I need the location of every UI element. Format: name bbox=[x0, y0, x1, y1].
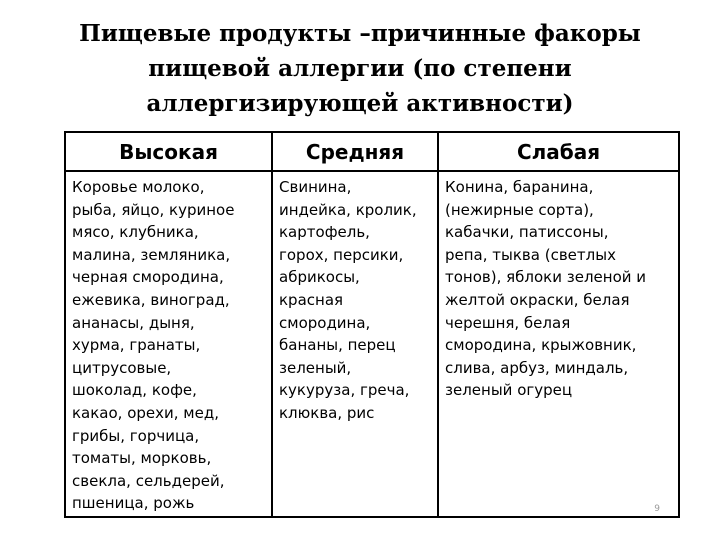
cell-line: репа, тыква (светлых bbox=[445, 245, 616, 264]
cell-line: мясо, клубника, bbox=[72, 223, 199, 242]
title-line: пищевой аллергии (по степени bbox=[148, 55, 572, 82]
cell-line: смородина, bbox=[279, 313, 371, 332]
cell-line: желтой окраски, белая bbox=[445, 290, 630, 309]
cell-line: горох, персики, bbox=[279, 245, 404, 264]
cell-line: рыба, яйцо, куриное bbox=[72, 200, 235, 219]
cell-line: томаты, морковь, bbox=[72, 449, 212, 468]
table-header-row bbox=[65, 132, 679, 171]
cell-line: Конина, баранина, bbox=[445, 178, 594, 196]
cell-line: (нежирные сорта), bbox=[445, 200, 594, 219]
cell-line: хурма, гранаты, bbox=[72, 336, 201, 355]
cell-line: бананы, перец bbox=[279, 336, 396, 355]
cell-line: шоколад, кофе, bbox=[72, 381, 197, 400]
cell-high-products bbox=[65, 171, 272, 517]
cell-line: абрикосы, bbox=[279, 268, 360, 287]
table-row bbox=[65, 171, 679, 517]
cell-line: зеленый огурец bbox=[445, 381, 573, 400]
page-number: 9 bbox=[654, 504, 660, 514]
title-line: Пищевые продукты –причинные факоры bbox=[79, 20, 641, 47]
cell-line: ананасы, дыня, bbox=[72, 313, 195, 332]
cell-line: какао, орехи, мед, bbox=[72, 403, 219, 422]
title-line: аллергизирующей активности) bbox=[146, 90, 574, 117]
cell-line: ежевика, виноград, bbox=[72, 290, 230, 309]
cell-line: кукуруза, греча, bbox=[279, 381, 410, 400]
allergen-table bbox=[64, 131, 680, 518]
cell-line: зеленый, bbox=[279, 358, 352, 377]
cell-line: Свинина, bbox=[279, 178, 352, 196]
cell-line: кабачки, патиссоны, bbox=[445, 223, 609, 242]
header-low: Слабая bbox=[438, 132, 679, 171]
cell-line: индейка, кролик, bbox=[279, 200, 417, 219]
cell-line: черешня, белая bbox=[445, 313, 571, 332]
cell-line: грибы, горчица, bbox=[72, 426, 200, 445]
cell-line: тонов), яблоки зеленой и bbox=[445, 268, 647, 287]
cell-line: свекла, сельдерей, bbox=[72, 471, 225, 490]
cell-line: клюква, рис bbox=[279, 403, 375, 422]
slide-title bbox=[40, 16, 680, 121]
cell-low-products bbox=[438, 171, 679, 517]
cell-line: смородина, крыжовник, bbox=[445, 336, 637, 355]
cell-medium-products bbox=[272, 171, 438, 517]
header-high: Высокая bbox=[65, 132, 272, 171]
cell-line: слива, арбуз, миндаль, bbox=[445, 358, 629, 377]
cell-line: красная bbox=[279, 290, 344, 309]
cell-line: Коровье молоко, bbox=[72, 178, 205, 196]
cell-line: черная смородина, bbox=[72, 268, 224, 287]
cell-line: картофель, bbox=[279, 223, 370, 242]
cell-line: пшеница, рожь bbox=[72, 494, 195, 513]
header-medium: Средняя bbox=[272, 132, 438, 171]
cell-line: цитрусовые, bbox=[72, 358, 172, 377]
cell-line: малина, земляника, bbox=[72, 245, 231, 264]
